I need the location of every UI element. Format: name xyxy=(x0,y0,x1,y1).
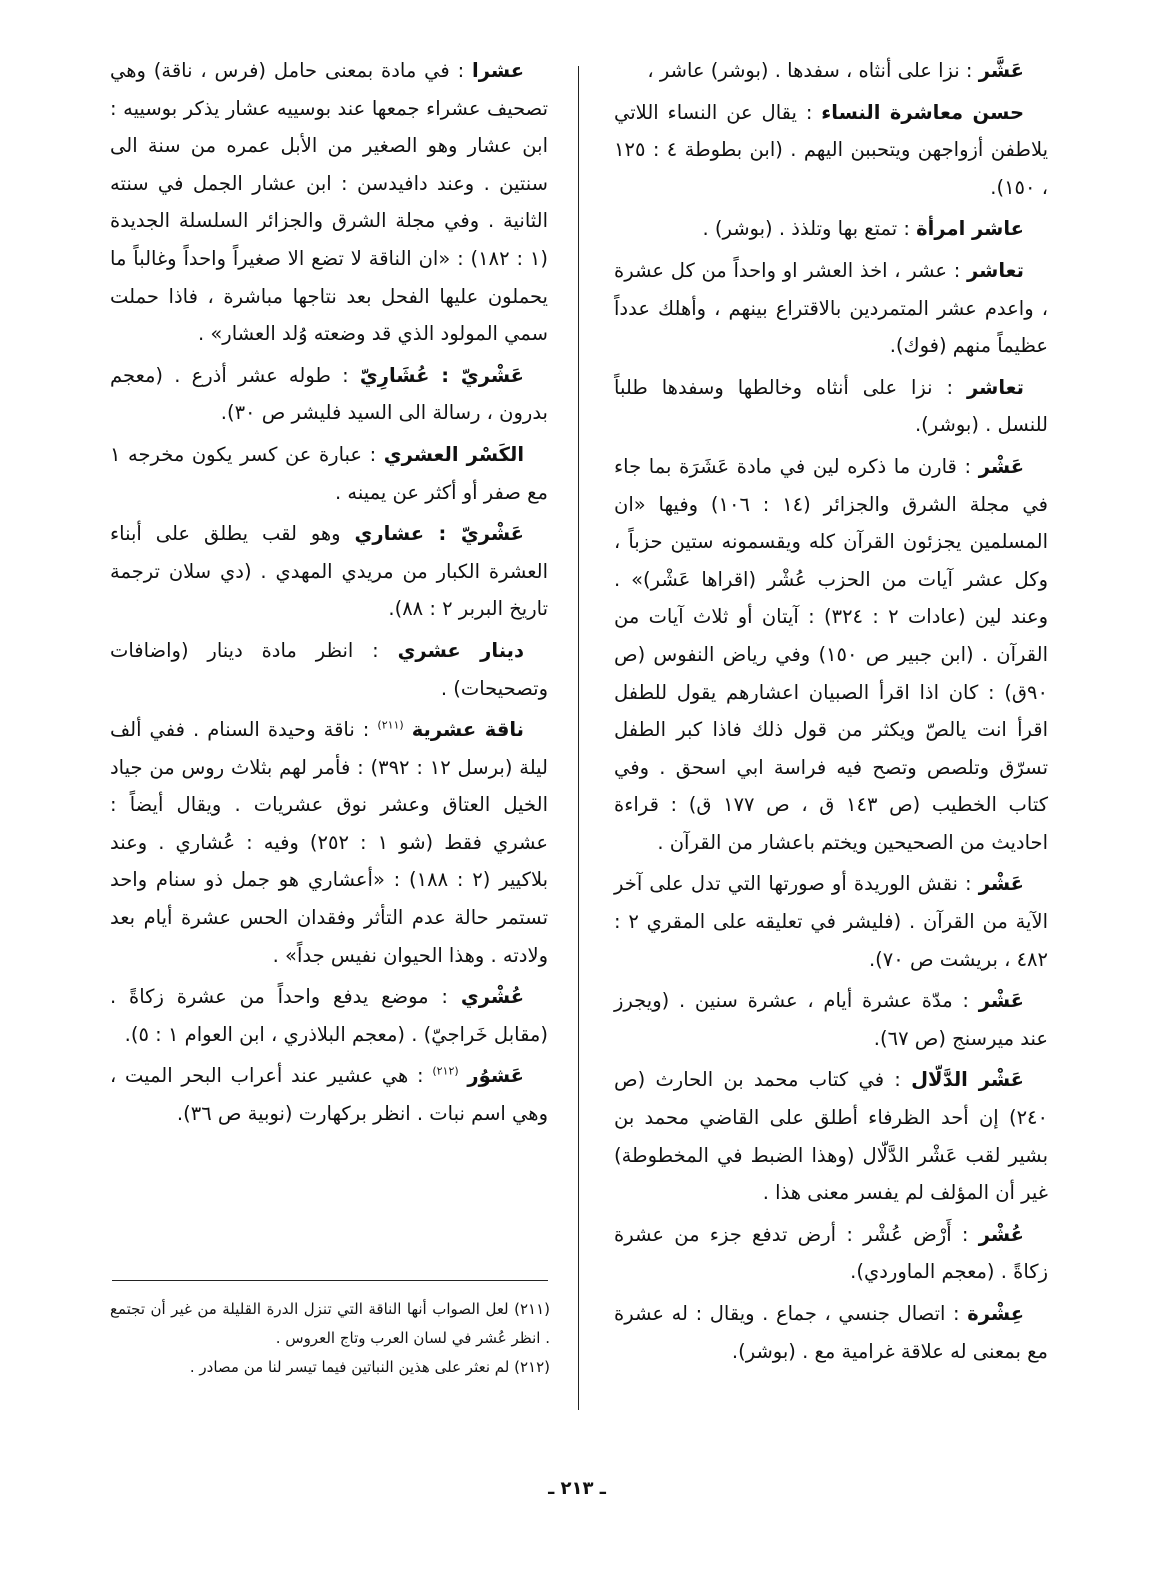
entry-headword: تعاشر xyxy=(967,375,1024,399)
entry-text: : طوله عشر أذرع . (معجم بدرون ، رسالة الى السيد فليشر ص ٣٠). xyxy=(110,363,548,425)
footnote-ref: (٢١١) xyxy=(377,718,404,732)
entry-text: : في مادة بمعنى حامل (فرس ، ناقة) وهي تصحيف عشراء جمعها عند بوسييه عشار يذكر بوسييه : ابن عشار وهو الصغير من الأبل عمره من سنة الى سنتين . وعند دافيدسن : ابن عشار الجمل في سنته الثانية . وفي مجلة الشرق والجزائر السلسلة الجديدة (١ : ١٨٢) : «ان الناقة لا تضع الا صغيراً واحداً وغالباً ما يحملون عليها الفحل بعد نتاجها مباشرة ، فاذا حملت سمي المولود الذي قد وضعته وُلد العشار» . xyxy=(110,59,548,346)
entry xyxy=(614,1295,1048,1370)
footnote-ref: (٢١٢) xyxy=(432,1064,459,1078)
entry xyxy=(614,252,1048,365)
entry-text: : نزا على أنثاه وخالطها وسفدها طلباً للنسل . (بوشر). xyxy=(614,375,1048,437)
entry-headword: عَشْر xyxy=(978,454,1025,478)
entry-text: : عشر ، اخذ العشر او واحداً من كل عشرة ، واعدم عشر المتمردين بالاقتراع بينهم ، وأهلك عدداً عظيماً منهم (فوك). xyxy=(614,258,1048,358)
entry-headword: عَشْر xyxy=(978,872,1024,896)
entry xyxy=(614,94,1048,207)
entry-headword: ناقة عشرية xyxy=(411,718,525,742)
entry xyxy=(614,1061,1048,1211)
entry-text: : في كتاب محمد بن الحارث (ص ٢٤٠) إن أحد الظرفاء أطلق على القاضي محمد بن بشير لقب عَشْر الدَّلّال (وهذا الضبط في المخطوطة) غير أن المؤلف لم يفسر معنى هذا . xyxy=(614,1068,1048,1205)
entry xyxy=(614,210,1048,248)
entry-headword: عَشْر الدَّلّال xyxy=(911,1068,1024,1092)
entry-headword: عَشْريّ : عُشَارِيّ xyxy=(359,363,524,387)
entry-text: : نقش الوريدة أو صورتها التي تدل على آخر الآية من القرآن . (فليشر في تعليقه على المقري ٢ : ٤٨٢ ، بريشت ص ٧٠). xyxy=(614,872,1048,971)
entry xyxy=(614,369,1048,444)
column-divider xyxy=(578,66,579,1410)
entry xyxy=(110,978,548,1053)
entry-headword: دينار عشري xyxy=(397,638,524,662)
entry-text: : عبارة عن كسر يكون مخرجه ١ مع صفر أو أكثر عن يمينه . xyxy=(110,442,548,504)
entry-headword: عَشوُر xyxy=(467,1064,525,1088)
entry-text: : تمتع بها وتلذذ . (بوشر) . xyxy=(702,217,910,241)
entry-text: : ناقة وحيدة السنام . ففي ألف ليلة (برسل ١٢ : ٣٩٢) : فأمر لهم بثلاث روس من جياد الخيل العتاق وعشر نوق عشريات . ويقال أيضاً : عشري فقط (شو ١ : ٢٥٢) وفيه : عُشاري . وعند بلاكيير (٢ : ١٨٨) : «أعشاري هو جمل ذو سنام واحد تستمر حالة عدم التأثر وفقدان الحس عشرة أيام بعد ولادته . وهذا الحيوان نفيس جداً» . xyxy=(110,718,549,967)
footnote: (٢١٢) لم نعثر على هذين النباتين فيما تيسر لنا من مصادر . xyxy=(189,1358,550,1376)
right-column xyxy=(614,52,1048,1374)
entry xyxy=(614,448,1048,862)
entry xyxy=(614,982,1048,1057)
entry-text: : موضع يدفع واحداً من عشرة زكاةً . (مقابل خَراجيّ) . (معجم البلاذري ، ابن العوام ١ : ٥). xyxy=(110,985,548,1046)
entry-text: : مدّة عشرة أيام ، عشرة سنين . (ويجرز عند ميرسنج (ص ٦٧). xyxy=(614,989,1048,1050)
entry xyxy=(614,1216,1048,1291)
footnote-rule xyxy=(112,1280,548,1281)
entry xyxy=(110,1057,548,1132)
entry xyxy=(110,515,548,628)
entry-text: : يقال عن النساء اللاتي يلاطفن أزواجهن ويتحببن اليهم . (ابن بطوطة ٤ : ١٢٥ ، ١٥٠). xyxy=(614,100,1049,199)
entry-headword: عَشَّر xyxy=(978,59,1024,82)
footnotes xyxy=(110,1295,550,1382)
entry xyxy=(110,632,548,707)
entry-text: : قارن ما ذكره لين في مادة عَشَرَة بما جاء في مجلة الشرق والجزائر (١٤ : ١٠٦) وفيها «ان المسلمين يجزئون القرآن كله ويقسمونه ستين حزباً ، وكل عشر آيات من الحزب عُشْر (اقراها عَشْر)» . وعند لين (عادات ٢ : ٣٢٤) : آيتان أو ثلاث آيات من القرآن . (ابن جبير ص ١٥٠) وفي رياض النفوس (ص ٩٠ق) : كان اذا اقرأ الصبيان اعشارهم يقول للطفل اقرأ انت يالصّ ويكثر من قول ذلك فاذا كبر الطفل تسرّق وتلصص وتصح فيه فراسة ابي اسحق . وفي كتاب الخطيب (ص ١٤٣ ق ، ص ١٧٧ ق) : قراءة احاديث من الصحيحين ويختم باعشار من القرآن . xyxy=(614,454,1049,854)
entry-headword: عَشْريّ : عشاري xyxy=(354,522,524,546)
entry xyxy=(110,357,548,432)
entry xyxy=(110,711,548,974)
entry-text: : هي عشير عند أعراب البحر الميت ، وهي اسم نبات . انظر بركهارت (نوبية ص ٣٦). xyxy=(110,1064,548,1126)
entry-headword: حسن معاشرة النساء xyxy=(821,100,1025,124)
entry-headword: عَشْر xyxy=(978,989,1024,1013)
left-column xyxy=(110,52,548,1137)
entry xyxy=(614,865,1048,978)
entry-headword: عشرا xyxy=(472,59,525,82)
entry-headword: تعاشر xyxy=(967,258,1024,282)
entry xyxy=(110,436,548,511)
entry-text: : أَرْض عُشْر : أرض تدفع جزء من عشرة زكاةً . (معجم الماوردي). xyxy=(614,1222,1048,1284)
entry-text: : اتصال جنسي ، جماع . ويقال : له عشرة مع بمعنى له علاقة غرامية مع . (بوشر). xyxy=(614,1302,1048,1363)
page-number: ـ ٢١٣ ـ xyxy=(548,1478,606,1499)
entry-headword: عُشْري xyxy=(460,985,525,1009)
entry xyxy=(614,52,1048,90)
entry-headword: الكَسْر العشري xyxy=(383,442,525,466)
entry-headword: عُشْر xyxy=(978,1222,1024,1246)
entry-headword: عِشْرة xyxy=(967,1302,1025,1325)
footnote: (٢١١) لعل الصواب أنها الناقة التي تنزل الدرة القليلة من غير أن تجتمع . انظر عُشر في لسان العرب وتاج العروس . xyxy=(110,1300,550,1347)
entry-text: وهو لقب يطلق على أبناء العشرة الكبار من مريدي المهدي . (دي سلان ترجمة تاريخ البربر ٢ : ٨٨). xyxy=(110,522,548,621)
entry-headword: عاشر امرأة xyxy=(916,217,1024,241)
entry xyxy=(110,52,548,353)
entry-text: : انظر مادة دينار (واضافات وتصحيحات) . xyxy=(110,638,548,700)
entry-text: : نزا على أنثاه ، سفدها . (بوشر) عاشر ، xyxy=(647,59,973,82)
